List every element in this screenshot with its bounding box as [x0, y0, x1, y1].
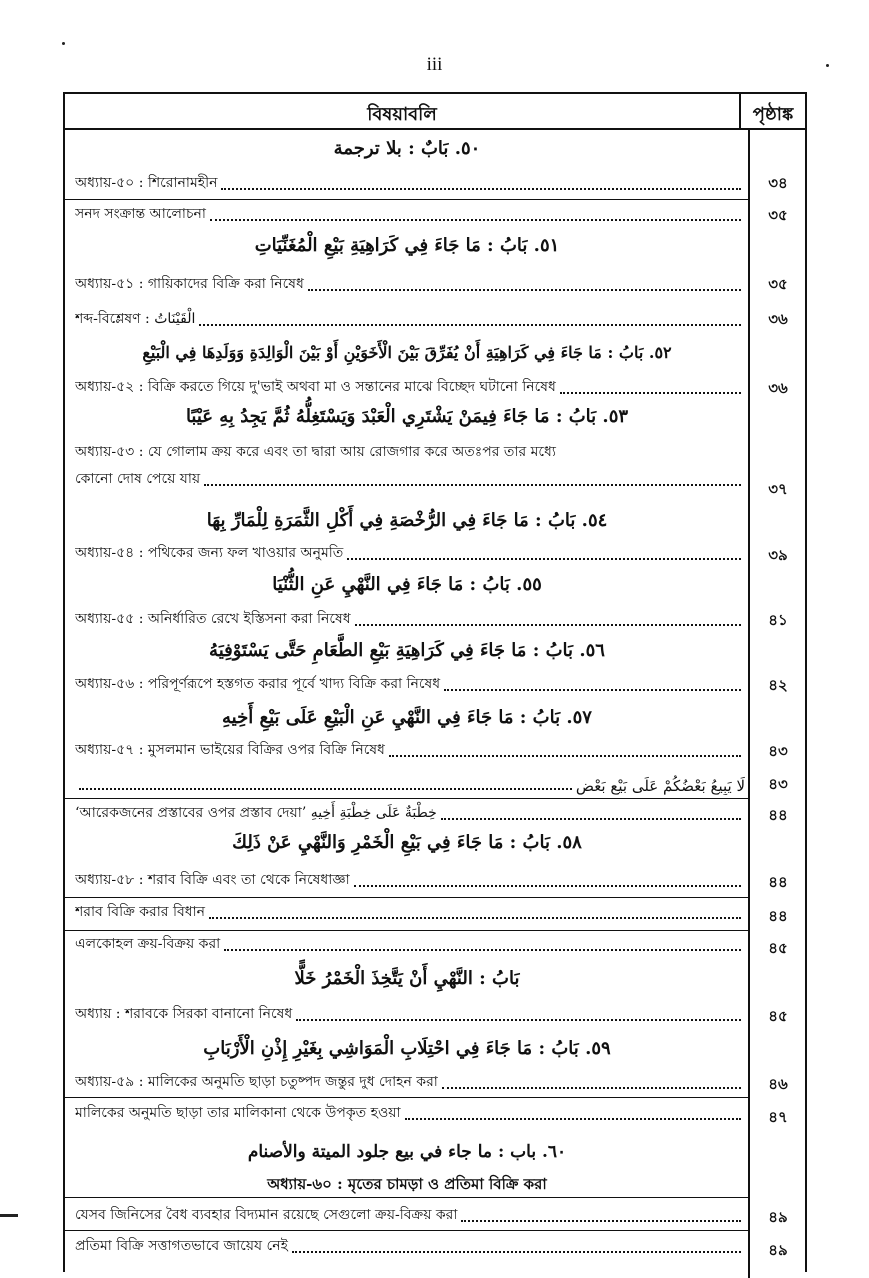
toc-entry: [75, 307, 745, 331]
entry-page: ৩৪: [768, 174, 788, 192]
dot-leader: [204, 484, 741, 486]
arabic-chapter-heading: ٥٢. بَابُ : مَا جَاءَ فِي كَرَاهِيَةِ أَنْ يُفَرِّقَ بَيْنَ الْأَخَوَيْنِ أَوْ بَيْنَ الْوَالِدَةِ وَوَلَدِهَا فِي الْبَيْعِ: [142, 343, 672, 362]
arabic-chapter-heading: ٥٦. بَابُ : مَا جَاءَ فِي كَرَاهِيَةِ بَيْعِ الطَّعَامِ حَتَّى يَسْتَوْفِيَهُ: [209, 640, 605, 661]
entry-page: ৩৬: [768, 310, 788, 328]
row-rule: [65, 798, 748, 799]
dot-leader: [461, 1220, 741, 1222]
entry-text: শব্দ-বিশ্লেষণ : الْقَيْنَاتُ: [75, 311, 196, 327]
entry-text: যেসব জিনিসের বৈধ ব্যবহার বিদ্যমান রয়েছে সেগুলো ক্রয়-বিক্রয় করা: [75, 1207, 458, 1223]
entry-text: অধ্যায়-৫১ : গায়িকাদের বিক্রি করা নিষেধ: [75, 276, 304, 292]
entry-page: ৪৯: [768, 1241, 788, 1259]
arabic-chapter-heading: ٦٠. باب : ما جاء في بيع جلود الميتة والأصنام: [247, 1142, 567, 1162]
dot-leader: [389, 755, 741, 757]
entry-page: ৪৪: [768, 806, 788, 824]
arabic-chapter-heading: بَابُ : النَّهْيِ أَنْ يَتَّخِذَ الْخَمْرُ خَلًّا: [294, 968, 520, 989]
dot-leader: [79, 788, 572, 790]
row-rule: [65, 930, 748, 931]
toc-entry: [75, 541, 745, 565]
entry-page: ৪১: [768, 611, 788, 629]
toc-entry: [75, 771, 745, 795]
entry-text: সনদ সংক্রান্ত আলোচনা: [75, 206, 206, 222]
dot-leader: [210, 219, 741, 221]
arabic-chapter-heading: ٥٠. بَابٌ : بلا ترجمة: [333, 138, 481, 159]
entry-text: কোনো দোষ পেয়ে যায়: [75, 471, 201, 487]
arabic-chapter-heading: ٥١. بَابُ : مَا جَاءَ فِي كَرَاهِيَةِ بَيْعِ الْمُغَنِّيَاتِ: [254, 235, 560, 256]
dot-leader: [560, 392, 741, 394]
dot-leader: [221, 188, 741, 190]
entry-page: ৪৫: [768, 939, 788, 957]
dot-leader: [209, 917, 741, 919]
toc-header: [65, 94, 805, 130]
entry-page: ৪৪: [768, 907, 788, 925]
toc-entry: [75, 1002, 745, 1026]
entry-text: অধ্যায়-৫২ : বিক্রি করতে গিয়ে দু'ভাই অথবা মা ও সন্তানের মাঝে বিচ্ছেদ ঘটানো নিষেধ: [75, 379, 556, 395]
dot-leader: [296, 1019, 741, 1021]
entry-text: অধ্যায়-৫০ : শিরোনামহীন: [75, 175, 218, 191]
arabic-chapter-heading: ٥٤. بَابُ : مَا جَاءَ فِي الرُّخْصَةِ فِي أَكْلِ الثَّمَرَةِ لِلْمَارِّ بِهَا: [206, 510, 608, 531]
dot-leader: [405, 1118, 741, 1120]
toc-entry: [75, 272, 745, 296]
dot-leader: [347, 558, 741, 560]
scan-speck: [826, 64, 829, 67]
entry-page: ৩৫: [768, 206, 788, 224]
entry-page: ৩৭: [768, 480, 788, 498]
entry-text: শরাব বিক্রি করার বিধান: [75, 904, 206, 920]
entry-page: ৪৬: [768, 1075, 788, 1093]
toc-entry: [75, 900, 745, 924]
arabic-chapter-heading: ٥٩. بَابُ : مَا جَاءَ فِي احْتِلَابِ الْمَوَاشِي بِغَيْرِ إِذْنِ الْأَرْبَابِ: [203, 1038, 611, 1059]
dot-leader: [354, 885, 741, 887]
dot-leader: [292, 1251, 741, 1253]
table-of-contents: [63, 92, 807, 1272]
toc-entry: [75, 801, 745, 825]
toc-entry: [75, 202, 745, 226]
dot-leader: [442, 1087, 741, 1089]
toc-entry: [75, 607, 745, 631]
entry-page: ৪৩: [768, 742, 788, 760]
scan-speck: [62, 42, 65, 45]
arabic-chapter-heading: ٥٣. بَابُ : مَا جَاءَ فِيمَنْ يَشْتَرِي الْعَبْدَ وَيَسْتَغِلُّهُ ثُمَّ يَجِدُ بِهِ عَيْبًا: [185, 406, 629, 427]
entry-text: অধ্যায়-৫৫ : অনির্ধারিত রেখে ইস্তিসনা করা নিষেধ: [75, 611, 351, 627]
toc-entry: [75, 1070, 745, 1094]
toc-entry: [75, 932, 745, 956]
entry-text: ‘আরেকজনের প্রস্তাবের ওপর প্রস্তাব দেয়া’ خِطْبَةٌ عَلَى خِطْبَةِ أَخِيهِ: [75, 805, 437, 821]
entry-text: এলকোহল ক্রয়-বিক্রয় করা: [75, 936, 221, 952]
contents-heading: বিষয়াবলি: [367, 104, 437, 125]
row-rule: [65, 1097, 748, 1098]
row-rule: [65, 897, 748, 898]
entry-text: প্রতিমা বিক্রি সত্তাগতভাবে জায়েয নেই: [75, 1238, 288, 1254]
page-column-divider: [748, 128, 750, 1278]
entry-text: মালিকের অনুমতি ছাড়া তার মালিকানা থেকে উপকৃত হওয়া: [75, 1105, 401, 1121]
page-number: iii: [426, 54, 443, 75]
entry-page: ৪৫: [768, 1007, 788, 1025]
toc-entry: [75, 1234, 745, 1258]
entry-page: ৪৭: [768, 1108, 788, 1126]
toc-entry: [75, 375, 745, 399]
scan-mark: [0, 1214, 18, 1217]
toc-entry: [75, 1203, 745, 1227]
entry-text: অধ্যায়-৫৮ : শরাব বিক্রি এবং তা থেকে নিষেধাজ্ঞা: [75, 872, 350, 888]
entry-text: অধ্যায়-৫৪ : পথিকের জন্য ফল খাওয়ার অনুমতি: [75, 545, 344, 561]
toc-entry: [75, 868, 745, 892]
dot-leader: [355, 624, 741, 626]
toc-entry: [75, 1101, 745, 1125]
row-rule: [65, 1230, 748, 1231]
toc-entry: [75, 467, 745, 491]
entry-text: অধ্যায়-৫৬ : পরিপূর্ণরূপে হস্তগত করার পূর্বে খাদ্য বিক্রি করা নিষেধ: [75, 676, 441, 692]
dot-leader: [224, 949, 741, 951]
row-rule: [65, 199, 748, 200]
toc-entry-line: অধ্যায়-৫৩ : যে গোলাম ক্রয় করে এবং তা দ্বারা আয় রোজগার করে অতঃপর তার মধ্যে: [75, 444, 556, 460]
entry-text: অধ্যায়-৫৯ : মালিকের অনুমতি ছাড়া চতুষ্পদ জন্তুর দুধ দোহন করা: [75, 1074, 438, 1090]
page-column-heading: পৃষ্ঠাঙ্ক: [752, 104, 794, 125]
entry-page: ৪২: [768, 676, 788, 694]
arabic-chapter-heading: ٥٥. بَابُ : مَا جَاءَ فِي النَّهْيِ عَنِ الثُّنْيَا: [272, 574, 542, 595]
entry-page: ৪৩: [768, 775, 788, 793]
dot-leader: [199, 324, 741, 326]
entry-page: ৩৬: [768, 379, 788, 397]
toc-entry: [75, 738, 745, 762]
entry-page: ৪৯: [768, 1208, 788, 1226]
entry-text: অধ্যায় : শরাবকে সিরকা বানানো নিষেধ: [75, 1006, 293, 1022]
chapter-title: অধ্যায়-৬০ : মৃতের চামড়া ও প্রতিমা বিক্রি করা: [267, 1175, 547, 1193]
arabic-chapter-heading: ٥٧. بَابُ : مَا جَاءَ فِي النَّهْيِ عَنِ الْبَيْعِ عَلَى بَيْعِ أَخِيهِ: [222, 707, 592, 728]
entry-page: ৪৪: [768, 873, 788, 891]
dot-leader: [308, 289, 741, 291]
toc-entry: [75, 171, 745, 195]
dot-leader: [441, 818, 741, 820]
entry-page: ৩৫: [768, 275, 788, 293]
entry-text: অধ্যায়-৫৭ : মুসলমান ভাইয়ের বিক্রির ওপর বিক্রি নিষেধ: [75, 742, 385, 758]
toc-entry: [75, 672, 745, 696]
arabic-chapter-heading: ٥٨. بَابُ : مَا جَاءَ فِي بَيْعِ الْخَمْرِ وَالنَّهْيِ عَنْ ذَلِكَ: [232, 832, 582, 853]
entry-text: لَا يَبِيعُ بَعْضُكُمْ عَلَى بَيْعِ بَعْضٍ: [575, 777, 745, 795]
row-rule: [65, 1197, 748, 1198]
dot-leader: [444, 689, 741, 691]
entry-page: ৩৯: [768, 546, 788, 564]
